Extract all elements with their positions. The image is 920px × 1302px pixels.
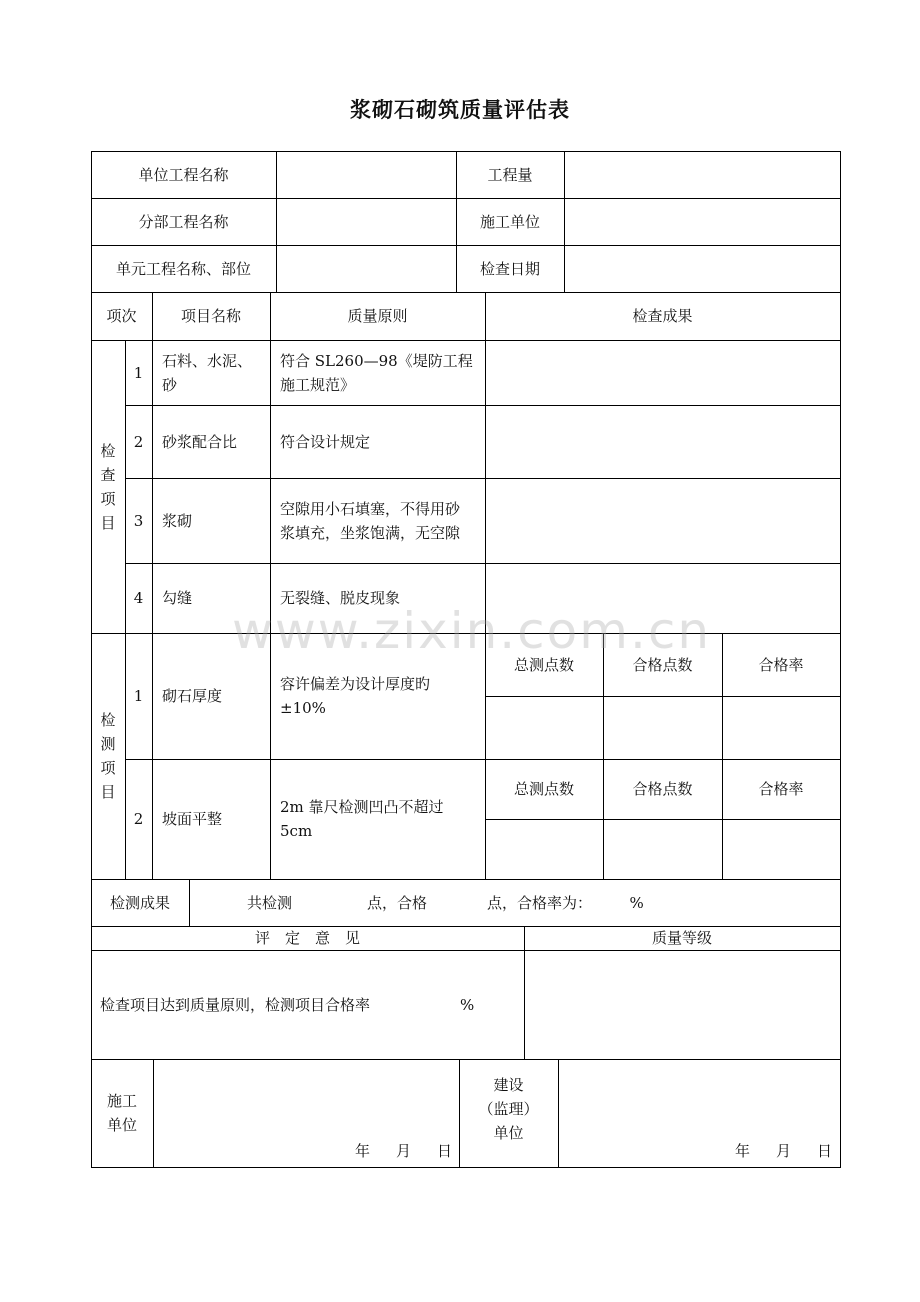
quantity-label: 工程量 — [487, 165, 533, 184]
total-points-header: 总测点数 — [513, 780, 574, 798]
pass-points-field[interactable] — [603, 819, 722, 879]
contractor-date-year: 年 — [355, 1142, 371, 1160]
check-item-name — [152, 340, 270, 405]
inspection-date-label: 检查日期 — [479, 259, 540, 278]
measure-items-group-label — [91, 633, 125, 879]
check-item-standard-line: 施工规范》 — [280, 375, 356, 394]
check-item-standard: 符合设计规定 — [280, 432, 371, 451]
contractor-date-month: 月 — [396, 1142, 412, 1160]
supervisor-sign-field[interactable] — [558, 1059, 840, 1167]
check-item-result-field[interactable] — [485, 340, 840, 405]
contractor-sign-label — [91, 1059, 153, 1167]
pass-rate-field[interactable] — [722, 696, 840, 759]
total-points-field[interactable] — [485, 819, 603, 879]
check-item-standard — [270, 478, 485, 563]
unit-name-field[interactable] — [276, 151, 456, 198]
unit-name-label: 单位工程名称 — [138, 165, 229, 184]
inspection-date-field[interactable] — [564, 245, 840, 292]
total-points-field[interactable] — [485, 696, 603, 759]
measure-item-no: 2 — [133, 810, 144, 828]
col-header-item-no: 项次 — [106, 307, 137, 325]
sign-label-line: 单位 — [106, 1116, 137, 1134]
opinion-header: 评 定 意 见 — [254, 929, 360, 947]
quantity-field[interactable] — [564, 151, 840, 198]
group-char: 目 — [100, 513, 116, 532]
supervisor-sign-label — [459, 1059, 558, 1167]
measure-item-standard — [270, 759, 485, 879]
check-item-standard: 无裂缝、脱皮现象 — [280, 589, 401, 607]
col-header-standard: 质量原则 — [347, 307, 408, 325]
col-header-result: 检查成果 — [632, 307, 693, 325]
measure-item-name: 坡面平整 — [162, 810, 223, 828]
check-item-name: 砂浆配合比 — [162, 432, 238, 451]
pass-points-field[interactable] — [603, 696, 722, 759]
group-char: 检 — [100, 441, 116, 460]
supervisor-date-month: 月 — [776, 1142, 792, 1160]
division-name-field[interactable] — [276, 198, 456, 245]
division-name-label: 分部工程名称 — [138, 212, 229, 231]
contractor-date-day: 日 — [437, 1142, 453, 1160]
grade-field[interactable] — [524, 950, 840, 1059]
check-item-no: 2 — [133, 432, 144, 451]
group-char: 目 — [100, 783, 116, 801]
check-item-standard-line: 空隙用小石填塞，不得用砂 — [280, 499, 461, 518]
measure-item-name: 砌石厚度 — [162, 687, 223, 705]
grade-header: 质量等级 — [651, 929, 712, 947]
measure-item-standard-line: 2m 靠尺检测凹凸不超过 — [280, 798, 444, 816]
check-item-standard-line: 符合 SL260—98《堤防工程 — [280, 351, 473, 370]
sign-label-line: 建设 — [493, 1076, 524, 1094]
pass-points-header: 合格点数 — [632, 780, 693, 798]
measure-item-standard — [270, 633, 485, 759]
pass-rate-field[interactable] — [722, 819, 840, 879]
sign-label-line: （监理） — [478, 1100, 539, 1118]
opinion-text: 检查项目达到质量原则，检测项目合格率 % — [100, 995, 475, 1014]
group-char: 项 — [100, 759, 116, 777]
check-item-name-line: 砂 — [162, 375, 178, 394]
check-item-no: 1 — [133, 363, 144, 382]
measure-result-text: 共检测 点，合格 点，合格率为： % — [247, 893, 644, 912]
measure-item-no: 1 — [133, 687, 144, 705]
check-item-no: 3 — [133, 511, 144, 530]
measure-item-standard-line: 容许偏差为设计厚度旳 — [280, 675, 431, 693]
pass-rate-header: 合格率 — [758, 655, 804, 674]
page-title: 浆砌石砌筑质量评估表 — [350, 98, 570, 122]
group-char: 查 — [100, 465, 116, 484]
col-header-item-name: 项目名称 — [180, 307, 241, 325]
check-item-standard-line: 浆填充，坐浆饱满，无空隙 — [280, 523, 461, 542]
check-item-result-field[interactable] — [485, 478, 840, 563]
supervisor-date-day: 日 — [817, 1142, 833, 1160]
pass-rate-header: 合格率 — [758, 780, 804, 798]
group-char: 检 — [100, 711, 116, 729]
check-item-name: 浆砌 — [162, 511, 193, 530]
contractor-label: 施工单位 — [479, 212, 540, 231]
check-item-standard — [270, 340, 485, 405]
contractor-sign-field[interactable] — [153, 1059, 459, 1167]
check-item-result-field[interactable] — [485, 405, 840, 478]
sign-label-line: 单位 — [493, 1124, 524, 1142]
supervisor-date-year: 年 — [735, 1142, 751, 1160]
group-char: 测 — [100, 735, 116, 753]
contractor-field[interactable] — [564, 198, 840, 245]
pass-points-header: 合格点数 — [632, 655, 693, 674]
measure-item-standard-line: ±10% — [280, 699, 326, 717]
element-name-field[interactable] — [276, 245, 456, 292]
check-item-result-field[interactable] — [485, 563, 840, 633]
check-item-name: 勾缝 — [162, 589, 193, 607]
measure-item-standard-line: 5cm — [280, 822, 313, 840]
total-points-header: 总测点数 — [513, 655, 574, 674]
check-item-no: 4 — [133, 589, 144, 607]
check-items-group-label — [91, 340, 125, 633]
group-char: 项 — [100, 489, 116, 508]
check-item-name-line: 石料、水泥、 — [162, 351, 253, 370]
element-name-label: 单元工程名称、部位 — [115, 259, 251, 278]
watermark: www.zixin.com.cn — [232, 602, 712, 660]
sign-label-line: 施工 — [106, 1092, 137, 1110]
measure-result-label: 检测成果 — [109, 893, 170, 912]
